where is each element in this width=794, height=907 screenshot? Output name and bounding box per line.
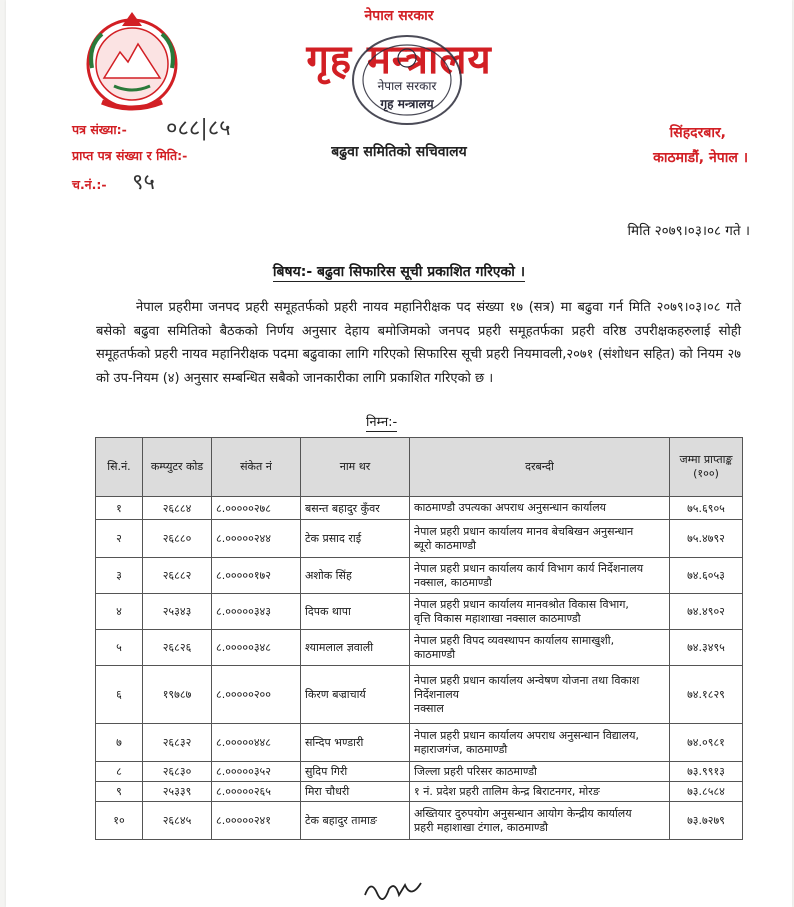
letter-no-value: ०८८|८५ <box>166 116 231 141</box>
list-heading: निम्न:- <box>366 415 398 430</box>
cell-name: मिरा चौधरी <box>301 782 410 802</box>
table-row <box>96 594 743 630</box>
cell-sn: ६ <box>96 666 143 724</box>
table-body <box>96 497 743 840</box>
cell-sn: ५ <box>96 630 143 666</box>
post-line: प्रहरी महाशाखा टंगाल, काठमाण्डौ <box>414 820 548 834</box>
dispatch-no-label: च.नं.:- <box>72 177 107 192</box>
cell-symbol: ८.०००००३४८ <box>212 630 301 666</box>
cell-post <box>410 520 670 558</box>
cell-name: सन्दिप भण्डारी <box>301 724 410 762</box>
cell-post <box>410 802 670 840</box>
cell-symbol: ८.०००००२०० <box>212 666 301 724</box>
post-line: नेपाल प्रहरी प्रधान कार्यालय अन्वेषण योजना तथा विकाश <box>414 673 640 687</box>
ministry-title: गृह मन्त्रालय <box>306 37 492 83</box>
body-paragraph: नेपाल प्रहरीमा जनपद प्रहरी समूहतर्फको प्रहरी नायव महानिरीक्षक पद संख्या १७ (सत्र) मा बढुवा गर्न मिति २०७९।०३।०८ गते बसेको बढुवा समितिको बैठकको निर्णय अनुसार देहाय बमोजिमको जनपद प्रहरी समूहतर्फका प्रहरी वरिष्ठ उपरीक्षकहरुलाई सोही समूहतर्फको प्रहरी नायव महानिरीक्षक पदमा बढुवाका लागि गरिएको सिफारिस सूची प्रहरी नियमावली,२०७१ (संशोधन सहित) को नियम २७ को उप-नियम (४) अनुसार सम्बन्धित सबैको जानकारीका लागि प्रकाशित गरिएको छ । <box>96 300 741 386</box>
cell-code: २६८४५ <box>143 802 212 840</box>
cell-score: ७४.१८२९ <box>670 666 743 724</box>
cell-post <box>410 497 670 520</box>
table-row <box>96 762 743 782</box>
cell-post <box>410 724 670 762</box>
table-row <box>96 666 743 724</box>
cell-post <box>410 630 670 666</box>
cell-name: बसन्त बहादुर कुँवर <box>301 497 410 520</box>
post-line: वृत्ति विकास महाशाखा नक्साल काठमाण्डौ <box>414 611 581 625</box>
cell-score: ७५.६९०५ <box>670 497 743 520</box>
cell-name: अशोक सिंह <box>301 558 410 594</box>
cell-post <box>410 762 670 782</box>
cell-score: ७३.९९१३ <box>670 762 743 782</box>
post-line: काठमाण्डौ <box>414 647 456 661</box>
table-header-row <box>96 438 743 497</box>
cell-sn: ३ <box>96 558 143 594</box>
cell-score: ७४.४९०२ <box>670 594 743 630</box>
table-row <box>96 497 743 520</box>
cell-name: किरण बज्राचार्य <box>301 666 410 724</box>
cell-code: २६८३२ <box>143 724 212 762</box>
stamp-text-1: नेपाल सरकार <box>377 79 437 93</box>
cell-name: दिपक थापा <box>301 594 410 630</box>
cell-code: २६८२६ <box>143 630 212 666</box>
cell-symbol: ८.०००००२४१ <box>212 802 301 840</box>
cell-name: सुदिप गिरी <box>301 762 410 782</box>
table-row <box>96 724 743 762</box>
cell-post <box>410 782 670 802</box>
cell-code: २५३४३ <box>143 594 212 630</box>
letter-no-label: पत्र संख्या:- <box>72 122 127 137</box>
post-line: नेपाल प्रहरी प्रधान कार्यालय मानवश्रोत विकास विभाग, <box>414 597 629 611</box>
cell-code: २६८३० <box>143 762 212 782</box>
post-line: अख्तियार दुरुपयोग अनुसन्धान आयोग केन्द्रीय कार्यालय <box>414 806 632 820</box>
address-line-2: काठमाडौं, नेपाल । <box>653 150 748 166</box>
cell-post <box>410 666 670 724</box>
post-line: नक्साल <box>414 701 444 715</box>
address-line-1: सिंहदरबार, <box>669 125 726 141</box>
cell-name: श्यामलाल ज्ञवाली <box>301 630 410 666</box>
cell-code: २५३३९ <box>143 782 212 802</box>
cell-code: २६८८२ <box>143 558 212 594</box>
cell-symbol: ८.०००००४४८ <box>212 724 301 762</box>
signature <box>361 875 431 905</box>
cell-symbol: ८.०००००२६५ <box>212 782 301 802</box>
post-line: नेपाल प्रहरी प्रधान कार्यालय कार्य विभाग कार्य निर्देशनालय <box>414 561 644 575</box>
subject-text: बिषय:- बढुवा सिफारिस सूची प्रकाशित गरिएको । <box>272 264 526 280</box>
cell-symbol: ८.०००००२४४ <box>212 520 301 558</box>
table-row <box>96 782 743 802</box>
secretariat-name: बढुवा समितिको सचिवालय <box>331 144 467 160</box>
cell-symbol: ८.०००००३५२ <box>212 762 301 782</box>
cell-name: टेक बहादुर तामाङ <box>301 802 410 840</box>
header-code: कम्प्युटर कोड <box>143 438 212 497</box>
header-post: दरबन्दी <box>410 438 670 497</box>
header-name: नाम थर <box>301 438 410 497</box>
header-sn: सि.नं. <box>96 438 143 497</box>
cell-sn: ४ <box>96 594 143 630</box>
table-row <box>96 802 743 840</box>
cell-sn: १ <box>96 497 143 520</box>
cell-score: ७४.६०५३ <box>670 558 743 594</box>
post-line: १ नं. प्रदेश प्रहरी तालिम केन्द्र बिराटनगर, मोरङ <box>414 784 600 798</box>
post-line: नक्साल, काठमाण्डौ <box>414 575 492 589</box>
post-line: निर्देशनालय <box>414 687 460 701</box>
cell-symbol: ८.०००००३४३ <box>212 594 301 630</box>
post-line: महाराजगंज, काठमाण्डौ <box>414 742 508 756</box>
cell-symbol: ८.०००००२७८ <box>212 497 301 520</box>
cell-post <box>410 558 670 594</box>
dispatch-no-value: ९५ <box>132 170 155 195</box>
cell-post <box>410 594 670 630</box>
cell-score: ७४.०९८१ <box>670 724 743 762</box>
cell-score: ७५.४७९२ <box>670 520 743 558</box>
ministry-stamp <box>349 32 464 127</box>
cell-score: ७३.८५८४ <box>670 782 743 802</box>
post-line: नेपाल प्रहरी प्रधान कार्यालय अपराध अनुसन्धान विद्यालय, <box>414 728 639 742</box>
cell-sn: १० <box>96 802 143 840</box>
stamp-text-2: गृह मन्त्रालय <box>380 97 434 111</box>
cell-symbol: ८.०००००१७२ <box>212 558 301 594</box>
cell-sn: ९ <box>96 782 143 802</box>
table-row <box>96 558 743 594</box>
received-letter-label: प्राप्त पत्र संख्या र मिति:- <box>72 148 188 163</box>
header-symbol: संकेत नं <box>212 438 301 497</box>
letter-page <box>6 0 792 907</box>
cell-score: ७३.७२७९ <box>670 802 743 840</box>
table-row <box>96 630 743 666</box>
cell-sn: ७ <box>96 724 143 762</box>
post-line: काठमाण्डौ उपत्यका अपराध अनुसन्धान कार्यालय <box>414 501 607 514</box>
cell-sn: २ <box>96 520 143 558</box>
cell-code: २६८८० <box>143 520 212 558</box>
post-line: नेपाल प्रहरी प्रधान कार्यालय मानव बेचबिखन अनुसन्धान <box>414 524 634 538</box>
cell-sn: ८ <box>96 762 143 782</box>
cell-code: १९७८७ <box>143 666 212 724</box>
government-name: नेपाल सरकार <box>364 8 434 24</box>
header-score: जम्मा प्राप्ताङ्क (१००) <box>670 438 743 497</box>
recommendation-table <box>95 437 743 840</box>
post-line: ब्यूरो काठमाण्डौ <box>414 538 476 552</box>
letter-date: मिति २०७९।०३।०८ गते । <box>627 223 750 239</box>
table-row <box>96 520 743 558</box>
post-line: जिल्ला प्रहरी परिसर काठमाण्डौ <box>414 764 537 778</box>
cell-name: टेक प्रसाद राई <box>301 520 410 558</box>
cell-score: ७४.३४९५ <box>670 630 743 666</box>
subject-line <box>6 262 792 281</box>
cell-code: २६८८४ <box>143 497 212 520</box>
post-line: नेपाल प्रहरी विपद व्यवस्थापन कार्यालय सामाखुशी, <box>414 633 615 647</box>
